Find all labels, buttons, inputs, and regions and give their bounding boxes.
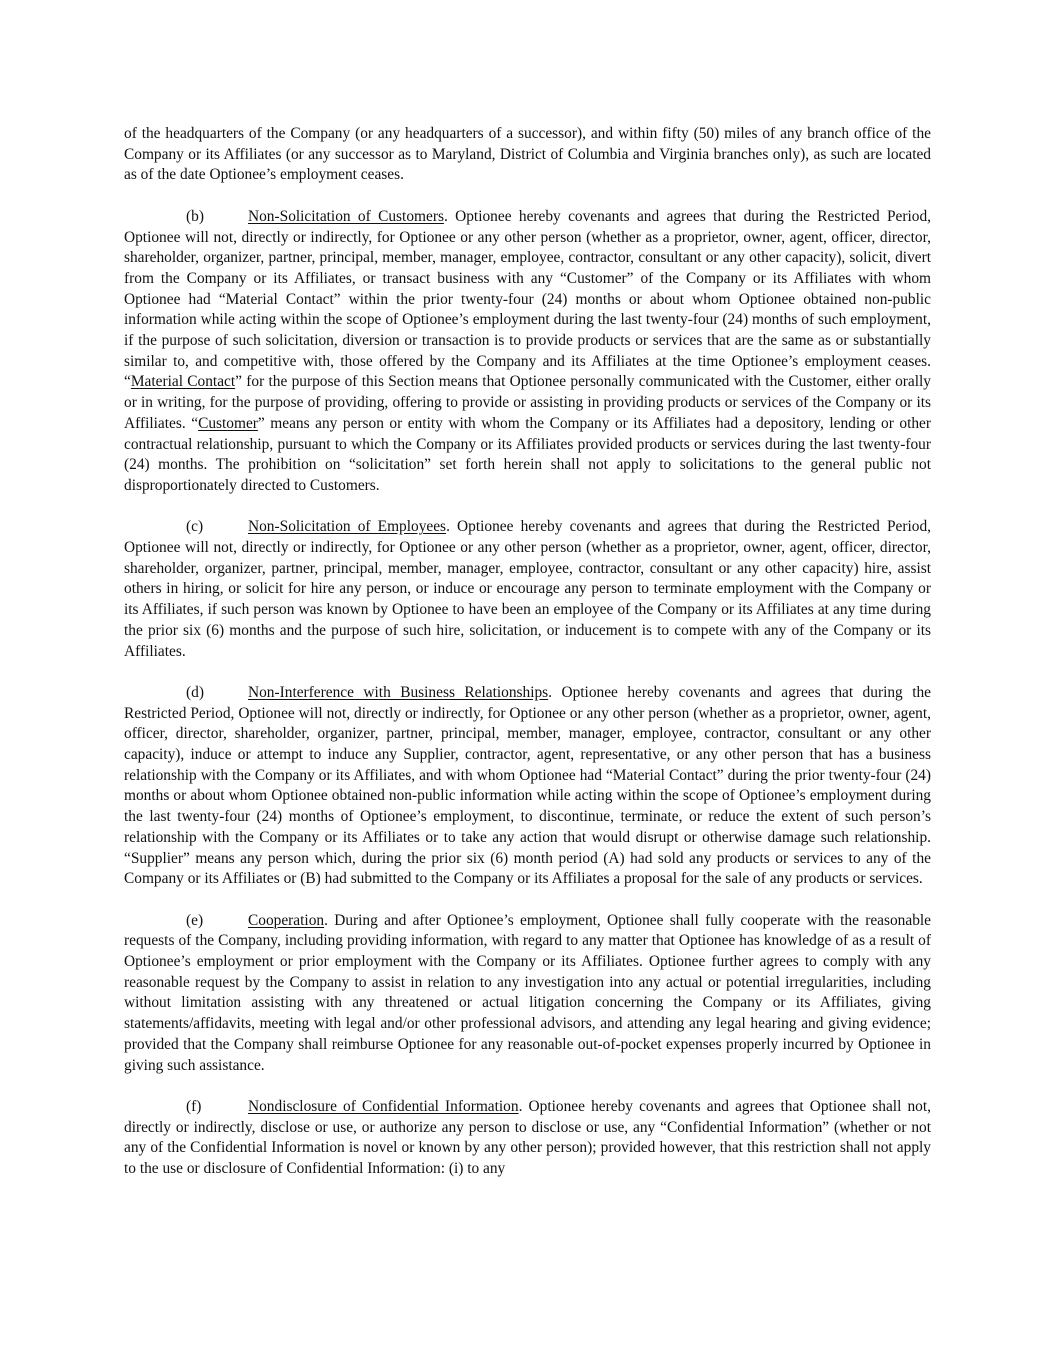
document-body xyxy=(124,124,931,1180)
section-e-heading: Cooperation xyxy=(248,911,325,929)
section-b-marker: (b) xyxy=(186,207,204,225)
section-f-paragraph xyxy=(124,1097,931,1180)
term-material-contact: Material Contact xyxy=(130,373,236,391)
section-e-paragraph xyxy=(124,911,931,1077)
section-d-heading: Non-Interference with Business Relationships xyxy=(248,683,549,701)
section-f-text: . Optionee hereby covenants and agrees that Optionee shall not, directly or indirectly, disclose or use, or authorize any person to disclose or use, any “Confidential Information” (whether or not any of the Confidential Information is novel or known by any other person); provided however, that this restriction shall not apply to the use or disclosure of Confidential Information: (i) to any xyxy=(124,1097,931,1178)
section-f-marker: (f) xyxy=(186,1097,202,1115)
section-c-marker: (c) xyxy=(186,518,204,536)
section-c-heading: Non-Solicitation of Employees xyxy=(248,518,447,536)
section-b-paragraph xyxy=(124,207,931,497)
section-c-text: . Optionee hereby covenants and agrees that during the Restricted Period, Optionee will not, directly or indirectly, for Optionee or any other person (whether as a proprietor, owner, agent, officer, director, shareholder, organizer, partner, principal, member, manager, employee, contractor, consultant or any other capacity) hire, assist others in hiring, or solicit for hire any person, or induce or encourage any person to terminate employment with the Company or its Affiliates, if such person was known by Optionee to have been an employee of the Company or its Affiliates at any time during the prior six (6) months and the purpose of such hire, solicitation, or inducement is to compete with any of the Company or its Affiliates. xyxy=(124,518,932,660)
section-b-text-1: . Optionee hereby covenants and agrees that during the Restricted Period, Optionee will not, directly or indirectly, for Optionee or any other person (whether as a proprietor, owner, agent, officer, director, shareholder, organizer, partner, principal, member, manager, employee, contractor, consultant or any other capacity), solicit, divert from the Company or its Affiliates, or transact business with any “Customer” of the Company or its Affiliates with whom Optionee had “Material Contact” within the prior twenty-four (24) months or about whom Optionee obtained non-public information while acting within the scope of Optionee’s employment during the last twenty-four (24) months of such employment, if the purpose of such solicitation, diversion or transaction is to provide products or services that are the same as or substantially similar to, and competitive with, those offered by the Company and its Affiliates at the time Optionee’s employment ceases. “ xyxy=(124,207,932,391)
section-d-marker: (d) xyxy=(186,683,204,701)
intro-paragraph xyxy=(124,124,931,186)
section-c-paragraph xyxy=(124,517,931,662)
section-f-heading: Nondisclosure of Confidential Information xyxy=(248,1097,519,1115)
section-e-marker: (e) xyxy=(186,911,204,929)
intro-text: of the headquarters of the Company (or any headquarters of a successor), and within fifty (50) miles of any branch office of the Company or its Affiliates (or any successor as to Maryland, District of Columbia and Virginia branches only), as such are located as of the date Optionee’s employment ceases. xyxy=(124,125,931,184)
section-b-text-3: ” means any person or entity with whom the Company or its Affiliates had a depository, lending or other contractual relationship, pursuant to which the Company or its Affiliates provided products or services during the last twenty-four (24) months. The prohibition on “solicitation” set forth herein shall not apply to solicitations to the general public not disproportionately directed to Customers. xyxy=(124,414,932,494)
section-e-text: . During and after Optionee’s employment, Optionee shall fully cooperate with the reasonable requests of the Company, including providing information, with regard to any matter that Optionee has knowledge of as a result of Optionee’s employment or prior employment with the Company or its Affiliates. Optionee further agrees to comply with any reasonable request by the Company to assist in relation to any investigation into any actual or potential irregularities, including without limitation assisting with any threatened or actual litigation concerning the Company or its Affiliates, giving statements/affidavits, meeting with legal and/or other professional advisors, and attending any legal hearing and giving evidence; provided that the Company shall reimburse Optionee for any reasonable out-of-pocket expenses properly incurred by Optionee in giving such assistance. xyxy=(124,911,931,1074)
section-d-paragraph xyxy=(124,683,931,890)
section-b-text-2: ” for the purpose of this Section means that Optionee personally communicated with the Customer, either orally or in writing, for the purpose of providing, offering to provide or assisting in providing products or services of the Company or its Affiliates. “ xyxy=(124,373,931,432)
section-b-heading: Non-Solicitation of Customers xyxy=(248,207,444,225)
section-d-text: . Optionee hereby covenants and agrees that during the Restricted Period, Optionee will not, directly or indirectly, for Optionee or any other person (whether as a proprietor, owner, agent, officer, director, shareholder, organizer, partner, principal, member, manager, employee, contractor, consultant or any other capacity), induce or attempt to induce any Supplier, contractor, agent, representative, or any other person that has a business relationship with the Company or its Affiliates, and with whom Optionee had “Material Contact” during the prior twenty-four (24) months or about whom Optionee obtained non-public information while acting within the scope of Optionee’s employment during the last twenty-four (24) months of Optionee’s employment, to discontinue, terminate, or reduce the extent of such person’s relationship with the Company or its Affiliates or to take any action that would disrupt or otherwise damage such relationship. “Supplier” means any person which, during the prior six (6) month period (A) had sold any products or services to any of the Company or its Affiliates or (B) had submitted to the Company or its Affiliates a proposal for the sale of any products or services. xyxy=(124,683,931,888)
term-customer: Customer xyxy=(198,414,258,432)
